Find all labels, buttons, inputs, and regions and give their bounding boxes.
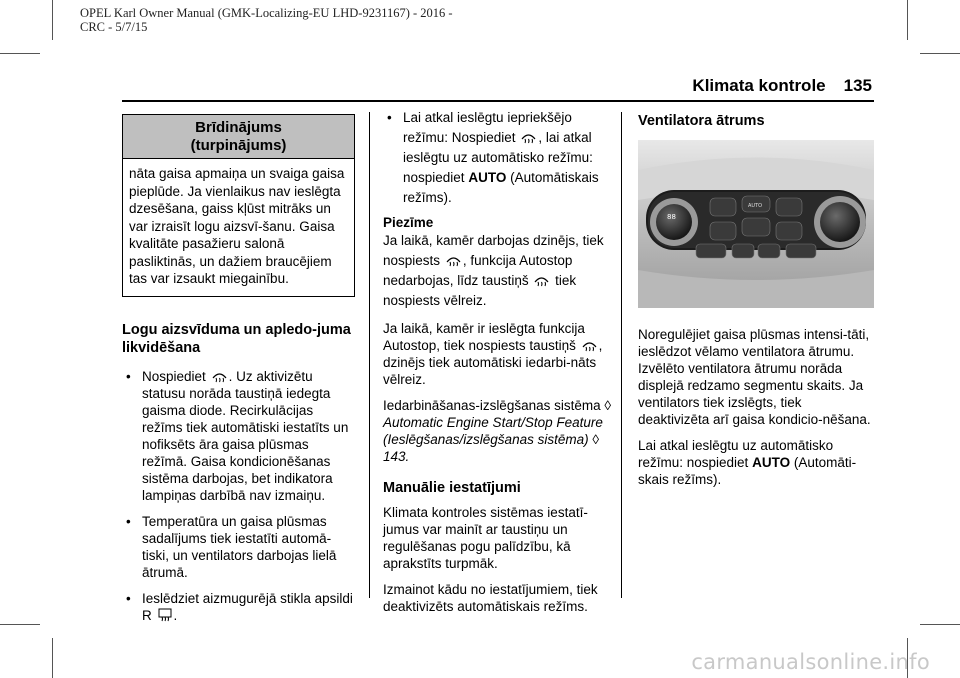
reference-icon: ◊ (592, 432, 600, 447)
defrost-icon (212, 369, 227, 383)
rear-defrost-icon (158, 608, 172, 622)
column-2 (383, 108, 615, 624)
section-heading-defog: Logu aizsvīduma un apledo-juma likvidēšana (122, 321, 351, 356)
bullet-text: . Uz aktivizētu statusu norāda taustiņā iedegta gaisma diode. Recirkulācijas režīms tiek automātiski iestatīts un nofiksēts āra gaisa plūsmas režīmā. Gaisa kondicionēšanas sistēma darbojas, bet indikatora lampiņas darbībā nav izmaiņu. (142, 368, 349, 503)
bullet-text: (Automātiskais režīms). (403, 170, 599, 205)
crop-mark (0, 53, 40, 54)
auto-label: AUTO (468, 170, 507, 185)
bullet-text: . (173, 607, 178, 623)
defrost-icon (446, 253, 461, 267)
warning-text: nāta gaisa apmaiņa un svaiga gaisa pieplūde. Ja vienlaikus nav ieslēgta dzesēšana, gaiss kļūst mitrāks un var izraisīt logu aizsvī-šanu. Gaisa kvalitāte pasažieru salonā pasliktinās, un dažiem braucējiem tas var izsaukt miegainību. (129, 166, 345, 286)
crop-mark (0, 624, 40, 625)
column-3 (638, 108, 874, 497)
note-text: , funkcija Autostop nedarbojas, līdz taustiņš (383, 253, 573, 288)
auto-label: AUTO (752, 455, 791, 470)
paragraph: Izmainot kādu no iestatījumiem, tiek deaktivizēts automātiskais režīms. (383, 582, 598, 614)
list-item (122, 368, 355, 504)
warning-title (123, 115, 354, 159)
page-title: Klimata kontrole (692, 76, 826, 95)
crop-mark (52, 0, 53, 40)
warning-subtitle: (turpinājums) (190, 137, 287, 154)
header-rule (122, 100, 874, 102)
bullet-text: Lai atkal ieslēgtu iepriekšējo režīmu: Nospiediet (403, 110, 572, 145)
column-1 (122, 108, 355, 633)
note-paragraph (383, 320, 615, 388)
defrost-icon (582, 338, 597, 352)
reference-icon: ◊ (604, 398, 612, 413)
bullet-text: Temperatūra un gaisa plūsmas sadalījums tiek iestatīti automā-tiski, un ventilators darbojas lielā ātrumā. (142, 513, 337, 580)
page-heading (692, 76, 872, 96)
column-divider (621, 112, 622, 598)
crop-mark (920, 53, 960, 54)
crop-mark (920, 624, 960, 625)
bullet-icon: • (126, 368, 131, 384)
paragraph-text: (Automāti-skais režīms). (638, 455, 857, 487)
warning-box (122, 114, 355, 297)
note-paragraph (383, 231, 615, 311)
defrost-icon (534, 273, 549, 287)
section-heading-fan: Ventilatora ātrums (638, 113, 765, 129)
note-text: , dzinējs tiek automātiski iedarbi-nāts vēlreiz. (383, 338, 603, 387)
bullet-text: Ieslēdziet aizmugurējā stikla apsildi R (142, 590, 353, 623)
cross-reference-page[interactable]: 143. (383, 449, 410, 464)
list-item (383, 108, 615, 208)
paragraph (638, 437, 874, 488)
column-divider (369, 112, 370, 598)
panel-button-label: AUTO (748, 203, 763, 209)
note-paragraph (383, 397, 615, 465)
note-label: Piezīme (383, 215, 434, 230)
list-item (122, 590, 355, 624)
crop-mark (52, 638, 53, 678)
note-text: Ja laikā, kamēr ir ieslēgta funkcija Autostop, tiek nospiests taustiņš (383, 321, 585, 353)
watermark: carmanualsonline.info (691, 650, 930, 674)
bullet-icon: • (126, 513, 131, 529)
paragraph: Klimata kontroles sistēmas iestatī-jumus var mainīt ar taustiņu un regulēšanas pogu palīdzību, kā aprakstīts turpmāk. (383, 505, 588, 571)
bullet-text: , lai atkal ieslēgtu uz automātisko režīmu: nospiediet (403, 130, 593, 185)
cross-reference-link[interactable]: Automatic Engine Start/Stop Feature (Ieslēgšanas/izslēgšanas sistēma) (383, 415, 603, 447)
page-number: 135 (843, 76, 872, 95)
list-item (122, 513, 355, 581)
note-text: Iedarbināšanas-izslēgšanas sistēma (383, 398, 601, 413)
warning-title-text: Brīdinājums (195, 119, 282, 136)
section-heading-manual: Manuālie iestatījumi (383, 480, 521, 496)
document-header: OPEL Karl Owner Manual (GMK-Localizing-EU LHD-9231167) - 2016 - CRC - 5/7/15 (80, 6, 453, 34)
knob-display-label: 88 (667, 213, 676, 221)
bullet-icon: • (387, 110, 392, 125)
note-text: Ja laikā, kamēr darbojas dzinējs, tiek nospiests (383, 233, 604, 268)
crop-mark (907, 0, 908, 40)
paragraph: Noregulējiet gaisa plūsmas intensi-tāti, ieslēdzot vēlamo ventilatora ātrumu. Izvēlēto ventilatora ātrumu norāda displejā redzamo segmentu skaits. Ja ventilators tiek izslēgts, tiek deaktivizēta arī gaisa kondicio-nēšana. (638, 327, 871, 427)
defrost-icon (521, 130, 536, 144)
bullet-text: Nospiediet (142, 368, 206, 384)
paragraph-text: Lai atkal ieslēgtu uz automātisko režīmu: nospiediet (638, 438, 834, 470)
note-text: tiek nospiests vēlreiz. (383, 273, 577, 308)
climate-panel-photo (638, 140, 874, 308)
bullet-icon: • (126, 590, 131, 606)
